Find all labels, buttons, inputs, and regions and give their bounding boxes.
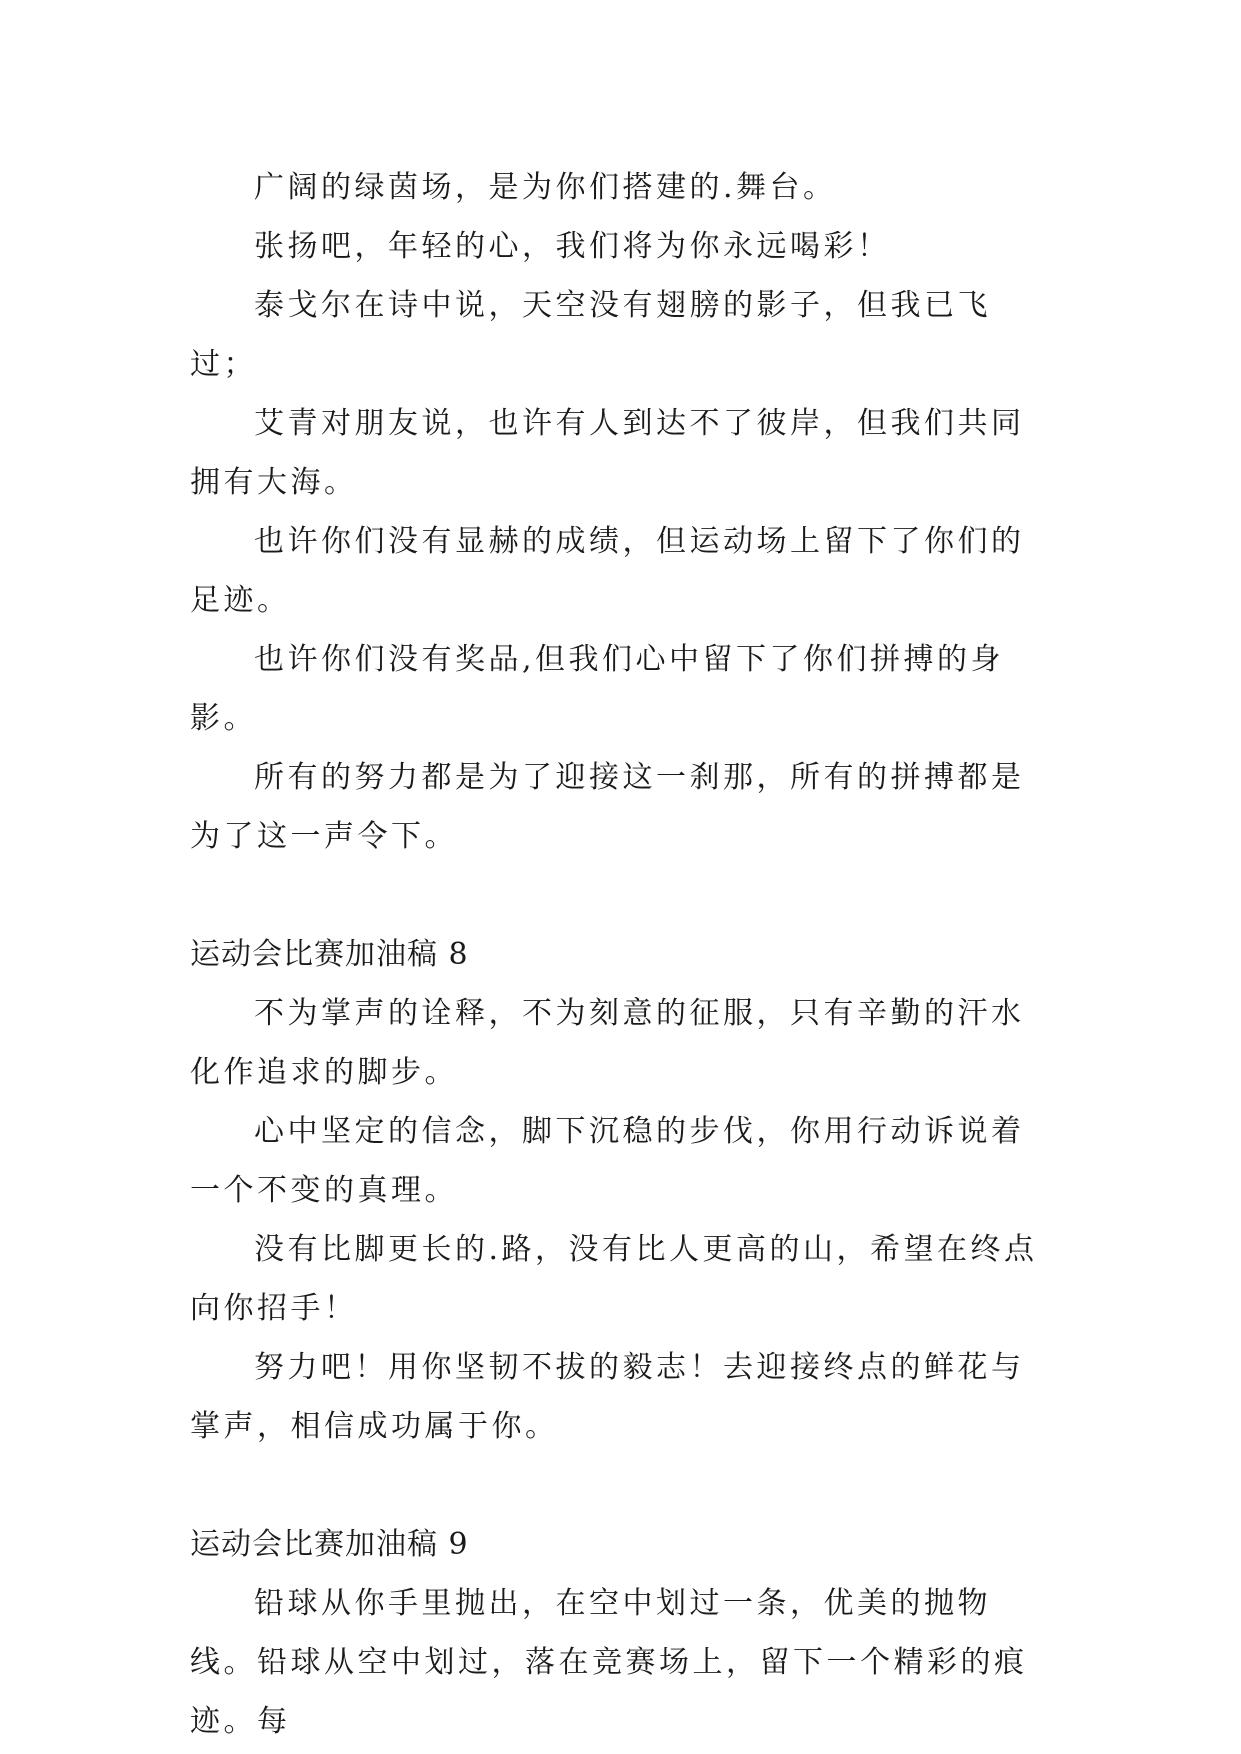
paragraph: 没有比脚更长的.路，没有比人更高的山，希望在终点向你招手！ — [190, 1232, 1038, 1326]
document-page — [190, 158, 1050, 1751]
section-9 — [190, 1515, 1050, 1751]
paragraph: 艾青对朋友说，也许有人到达不了彼岸，但我们共同拥有大海。 — [190, 406, 1025, 500]
paragraph: 张扬吧，年轻的心，我们将为你永远喝彩！ — [254, 229, 891, 264]
section-top — [190, 158, 1050, 866]
paragraph: 广阔的绿茵场，是为你们搭建的.舞台。 — [254, 170, 837, 205]
paragraph: 也许你们没有显赫的成绩，但运动场上留下了你们的足迹。 — [190, 524, 1025, 618]
paragraph: 不为掌声的诠释，不为刻意的征服，只有辛勤的汗水化作追求的脚步。 — [190, 996, 1025, 1090]
paragraph: 泰戈尔在诗中说，天空没有翅膀的影子，但我已飞过； — [190, 288, 991, 382]
section-8 — [190, 925, 1050, 1456]
paragraph: 努力吧！用你坚韧不拔的毅志！去迎接终点的鲜花与掌声，相信成功属于你。 — [190, 1350, 1025, 1444]
paragraph: 也许你们没有奖品,但我们心中留下了你们拼搏的身影。 — [190, 642, 1005, 736]
section-title: 运动会比赛加油稿 8 — [190, 937, 469, 972]
paragraph: 心中坚定的信念，脚下沉稳的步伐，你用行动诉说着一个不变的真理。 — [190, 1114, 1025, 1208]
paragraph: 所有的努力都是为了迎接这一刹那，所有的拼搏都是为了这一声令下。 — [190, 760, 1025, 854]
paragraph: 铅球从你手里抛出，在空中划过一条，优美的抛物线。铅球从空中划过，落在竞赛场上，留下一个精彩的痕迹。每 — [190, 1586, 1028, 1739]
section-title: 运动会比赛加油稿 9 — [190, 1527, 469, 1562]
